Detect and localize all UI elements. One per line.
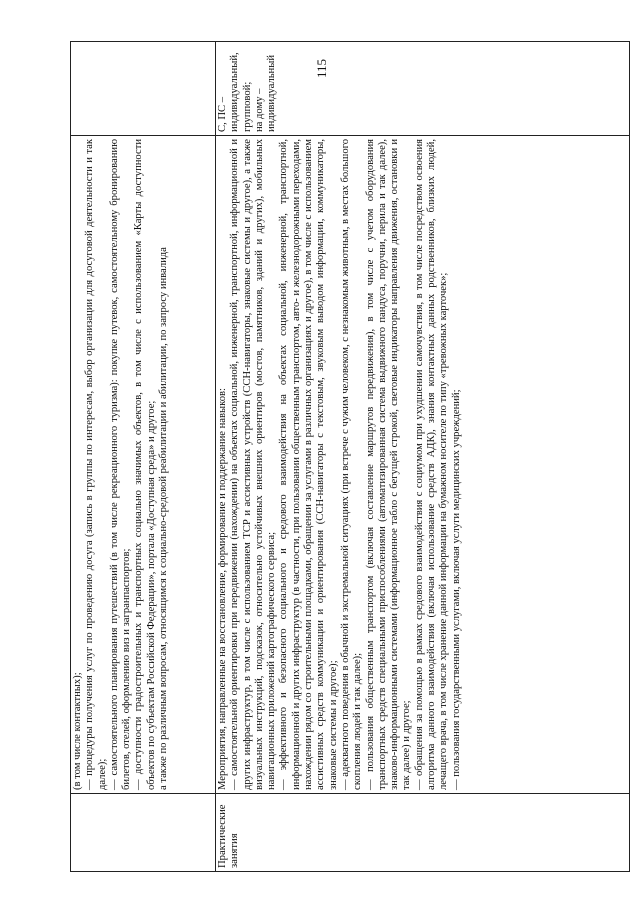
form-cell xyxy=(216,42,630,136)
rotated-document-table xyxy=(70,42,630,872)
form-line: на дому – xyxy=(253,88,265,132)
form-line: групповой; xyxy=(241,81,253,132)
list-item: — доступности градостроительных и транспортных социально значимых объектов, в том числе с использованием «Карты доступности объектов по субъектам Российской Федерации», портала «Доступная среда» и другое; xyxy=(133,139,157,790)
list-item: — пользования общественным транспортом (включая составление маршрутов передвижения), в том числе с учетом оборудования транспортных средств специальными приспособлениями (автоматизированная система выдвижного пандуса, поручни, перила и так далее), знаково-информационными системами (информационное табло с бегущей строкой, световые индикаторы направления движения, остановки и так далее) и другое; xyxy=(364,139,413,790)
list-item: — пользования государственными услугами, включая услуги медицинских учреждений; xyxy=(450,389,462,790)
list-item: — обращения за помощью в рамках средового взаимодействия с социумом при ухудшении самочувствия, в том числе посредством освоения алгоритма данного взаимодействия (включая использование средств АДК), знания контактных данных родственников, близких людей, лечащего врача, в том числе хранение данной информации на бумажном носителе по типу «тревожных карточек»; xyxy=(413,139,450,790)
list-item: (в том числе контактных); xyxy=(72,672,83,790)
activity-description-cell xyxy=(71,136,216,794)
activity-type-cell: Практические занятия xyxy=(216,794,630,872)
table-row xyxy=(71,42,216,872)
list-item: Мероприятия, направленные на восстановление, формирование и поддержание навыков: xyxy=(217,388,228,790)
form-line: индивидуальный xyxy=(266,55,278,132)
list-item: — самостоятельной ориентировки при передвижении (нахождении) на объектах социальной, инженерной, транспортной, информационной и других инфраструктур, в том числе с использованием ТСР и ассистивных устройств (ССН-навигаторы, знаковые системы и другое), а также визуальных инструкций, подсказок, относительно устойчивых внешних ориентиров (мостов, памятников, зданий и других), мобильных навигационных приложений картографического сервиса; xyxy=(229,139,278,790)
activity-type-cell xyxy=(71,794,216,872)
list-item: — адекватного поведения в обычной и экстремальной ситуациях (при встрече с чужим человеком, с незнакомым животным, в местах большого скопления людей и так далее); xyxy=(339,139,364,790)
page-number: 115 xyxy=(314,58,329,78)
form-line: С, ПС – xyxy=(217,96,228,132)
table-row xyxy=(216,42,630,872)
list-item: — эффективного и безопасного социального и средового взаимодействия на объектах социальной, инженерной, транспортной, информационной и других инфраструктур (в частности, при пользовании общественным транспортом, авто- и железнодорожными переходами, нахождении рядом со строительными площадками, обращении за услугами в различных организациях и другое), в том числе с использованием ассистивных средств коммуникации и ориентирования (ССН-навигаторы с текстовым, звуковым выводом информации, коммуникаторы, знаковые системы и другое); xyxy=(278,139,339,790)
form-line: индивидуальный, xyxy=(229,52,241,132)
activity-description-cell xyxy=(216,136,630,794)
list-item: а также по различным вопросам, относящимся к социально-средовой реабилитации и абилитации, по запросу инвалида xyxy=(158,247,170,790)
list-item: — самостоятельного планирования путешествий (в том числе рекреационного туризма): покупке путевок, самостоятельному бронированию билетов, отелей, оформлению виз и загранпаспортов; xyxy=(108,139,133,790)
form-cell xyxy=(71,42,216,136)
list-item: — процедуры получения услуг по проведению досуга (запись в группы по интересам, выбор организации для досуговой деятельности и так далее); xyxy=(84,139,108,790)
activities-table xyxy=(70,41,630,872)
